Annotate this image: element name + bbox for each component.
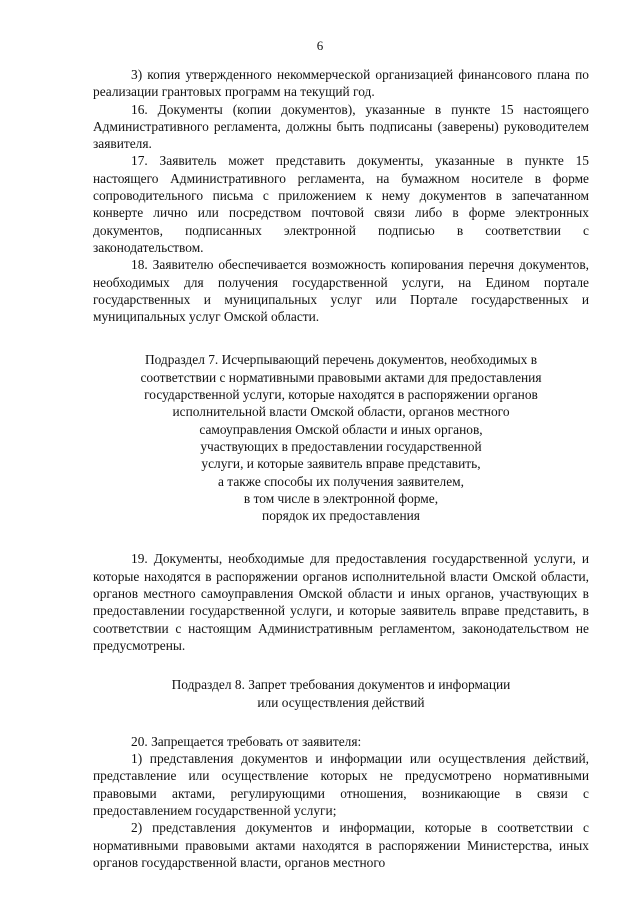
- paragraph-item-3: 3) копия утвержденного некоммерческой организацией финансового плана по реализации грантовых программ на текущий год.: [93, 67, 589, 100]
- spacer: [93, 524, 589, 550]
- paragraph-20-item-1: 1) представления документов и информации или осуществления действий, представление или осуществление которых не предусмотрено нормативными правовыми актами, регулирующими отношения, возникающие в связи с предоставлением государственной услуги;: [93, 751, 589, 818]
- spacer: [93, 654, 589, 676]
- paragraph-20: 20. Запрещается требовать от заявителя:: [131, 733, 362, 749]
- page-number: 6: [316, 38, 324, 53]
- spacer: [93, 325, 589, 351]
- paragraph-18: 18. Заявителю обеспечивается возможность копирования перечня документов, необходимых для получения государственной услуги, на Едином портале государственных и муниципальных услуг или Портале государственных и муниципальных услуг Омской области.: [93, 257, 589, 325]
- paragraph-19: 19. Документы, необходимые для предоставления государственной услуги, и которые находятся в распоряжении органов исполнительной власти Омской области, органов местного самоуправления Омской области и иных органов, участвующих в предоставлении государственной услуги, и которые заявитель вправе представить, в соответствии с настоящим Административным регламентом, законодательством не предусмотрены.: [93, 551, 589, 653]
- spacer: [93, 711, 589, 733]
- section-heading-7: Подраздел 7. Исчерпывающий перечень документов, необходимых в соответствии с нормативными правовыми актами для предоставления государственной услуги, которые находятся в распоряжении органов исполнительной власти Омской области, органов местного самоуправления Омской области и иных органов, участвующих в предоставлении государственной услуги, и которые заявитель вправе представить, а также способы их получения заявителем, в том числе в электронной форме, порядок их предоставления: [140, 352, 542, 524]
- paragraph-17: 17. Заявитель может представить документы, указанные в пункте 15 настоящего Административного регламента, на бумажном носителе в форме сопроводительного письма с приложением к нему документов в запечатанном конверте лично или посредством почтовой связи либо в форме электронных документов, подписанных электронной подписью в соответствии с законодательством.: [93, 153, 589, 255]
- paragraph-16: 16. Документы (копии документов), указанные в пункте 15 настоящего Административного регламента, должны быть подписаны (заверены) руководителем заявителя.: [93, 101, 589, 152]
- section-heading-8: Подраздел 8. Запрет требования документов и информации или осуществления действий: [171, 677, 511, 710]
- page-content: [93, 66, 589, 871]
- paragraph-20-item-2: 2) представления документов и информации, которые в соответствии с нормативными правовыми актами находятся в распоряжении Министерства, иных органов государственной власти, органов местного: [93, 820, 589, 870]
